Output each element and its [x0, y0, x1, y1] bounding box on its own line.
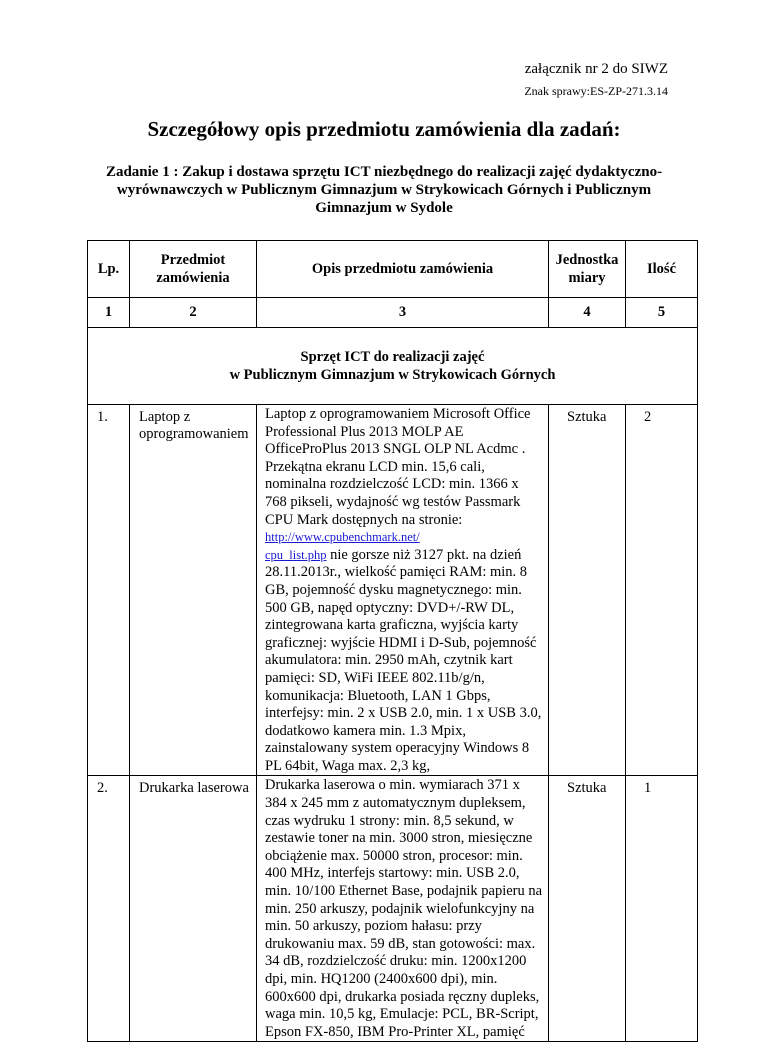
- column-number: 2: [130, 298, 257, 328]
- task-heading-line2: wyrównawczych w Publicznym Gimnazjum w Strykowicach Górnych i Publicznym: [116, 182, 652, 198]
- row-item: Drukarka laserowa: [130, 776, 257, 1042]
- cpubenchmark-link[interactable]: http://www.cpubenchmark.net/: [265, 530, 420, 545]
- cpu-list-link[interactable]: cpu_list.php: [265, 547, 327, 562]
- column-header-item: Przedmiot zamówienia: [130, 241, 257, 298]
- task-heading-line1: Zadanie 1 : Zakup i dostawa sprzętu ICT niezbędnego do realizacji zajęć dydaktyczno-: [105, 164, 663, 180]
- row-unit: Sztuka: [549, 405, 626, 776]
- row-quantity: 2: [626, 405, 698, 776]
- table-header-row: [88, 241, 698, 298]
- column-number: 1: [88, 298, 130, 328]
- table-row: [88, 776, 698, 1042]
- section-heading-line1: Sprzęt ICT do realizacji zajęć: [300, 349, 485, 365]
- specification-table: [87, 240, 698, 1042]
- column-header-unit: Jednostka miary: [549, 241, 626, 298]
- section-heading: [88, 328, 698, 405]
- column-number: 3: [257, 298, 549, 328]
- row-unit: Sztuka: [549, 776, 626, 1042]
- annex-label: załącznik nr 2 do SIWZ: [524, 61, 668, 77]
- description-text: nie gorsze niż 3127 pkt. na dzień 28.11.2013r., wielkość pamięci RAM: min. 8 GB, pojemność dysku magnetycznego: min. 500 GB, napęd optyczny: DVD+/-RW DL, zintegrowana karta graficzna, wyjścia karty graficznej: wyjście HDMI i D-Sub, pojemność akumulatora: min. 2950 mAh, czytnik kart pamięci: SD, WiFi IEEE 802.11b/g/n, komunikacja: Bluetooth, LAN 1 Gbps, interfejsy: min. 2 x USB 2.0, min. 1 x USB 3.0, dodatkowo kamera min. 1.3 Mpix, zainstalowany system operacyjny Windows 8 PL 64bit, Waga max. 2,3 kg,: [265, 546, 542, 774]
- column-header-description: Opis przedmiotu zamówienia: [257, 241, 549, 298]
- table-row: [88, 405, 698, 776]
- column-number-row: [88, 298, 698, 328]
- column-header-quantity: Ilość: [626, 241, 698, 298]
- column-number: 5: [626, 298, 698, 328]
- page-title: Szczegółowy opis przedmiotu zamówienia dla zadań:: [147, 117, 621, 141]
- row-quantity: 1: [626, 776, 698, 1042]
- section-heading-line2: w Publicznym Gimnazjum w Strykowicach Górnych: [229, 367, 556, 383]
- row-description: Drukarka laserowa o min. wymiarach 371 x 384 x 245 mm z automatycznym dupleksem, czas wydruku 1 strony: min. 8,5 sekund, w zestawie toner na min. 3000 stron, miesięczne obciążenie max. 50000 stron, procesor: min. 400 MHz, interfejs startowy: min. USB 2.0, min. 10/100 Ethernet Base, podajnik papieru na min. 250 arkuszy, podajnik wielofunkcyjny na min. 50 arkuszy, poziom hałasu: przy drukowaniu max. 59 dB, stan gotowości: max. 34 dB, rozdzielczość druku: min. 1200x1200 dpi, min. HQ1200 (2400x600 dpi), min. 600x600 dpi, drukarka posiada ręczny dupleks, waga min. 10,5 kg, Emulacje: PCL, BR-Script, Epson FX-850, IBM Pro-Printer XL, pamięć: [257, 776, 549, 1042]
- description-text: Laptop z oprogramowaniem Microsoft Office Professional Plus 2013 MOLP AE OfficeProPlus 2013 SNGL OLP NL Acdmc . Przekątna ekranu LCD min. 15,6 cali, nominalna rozdzielczość LCD: min. 1366 x 768 pikseli, wydajność wg testów Passmark CPU Mark dostępnych na stronie:: [265, 406, 531, 528]
- row-lp: 2.: [88, 776, 130, 1042]
- case-reference: Znak sprawy:ES-ZP-271.3.14: [524, 84, 668, 98]
- section-row: [88, 328, 698, 405]
- column-header-lp: Lp.: [88, 241, 130, 298]
- row-description: [257, 405, 549, 776]
- row-lp: 1.: [88, 405, 130, 776]
- column-number: 4: [549, 298, 626, 328]
- task-heading-line3: Gimnazjum w Sydole: [315, 200, 453, 216]
- row-item: Laptop z oprogramowaniem: [130, 405, 257, 776]
- task-heading: [105, 163, 663, 217]
